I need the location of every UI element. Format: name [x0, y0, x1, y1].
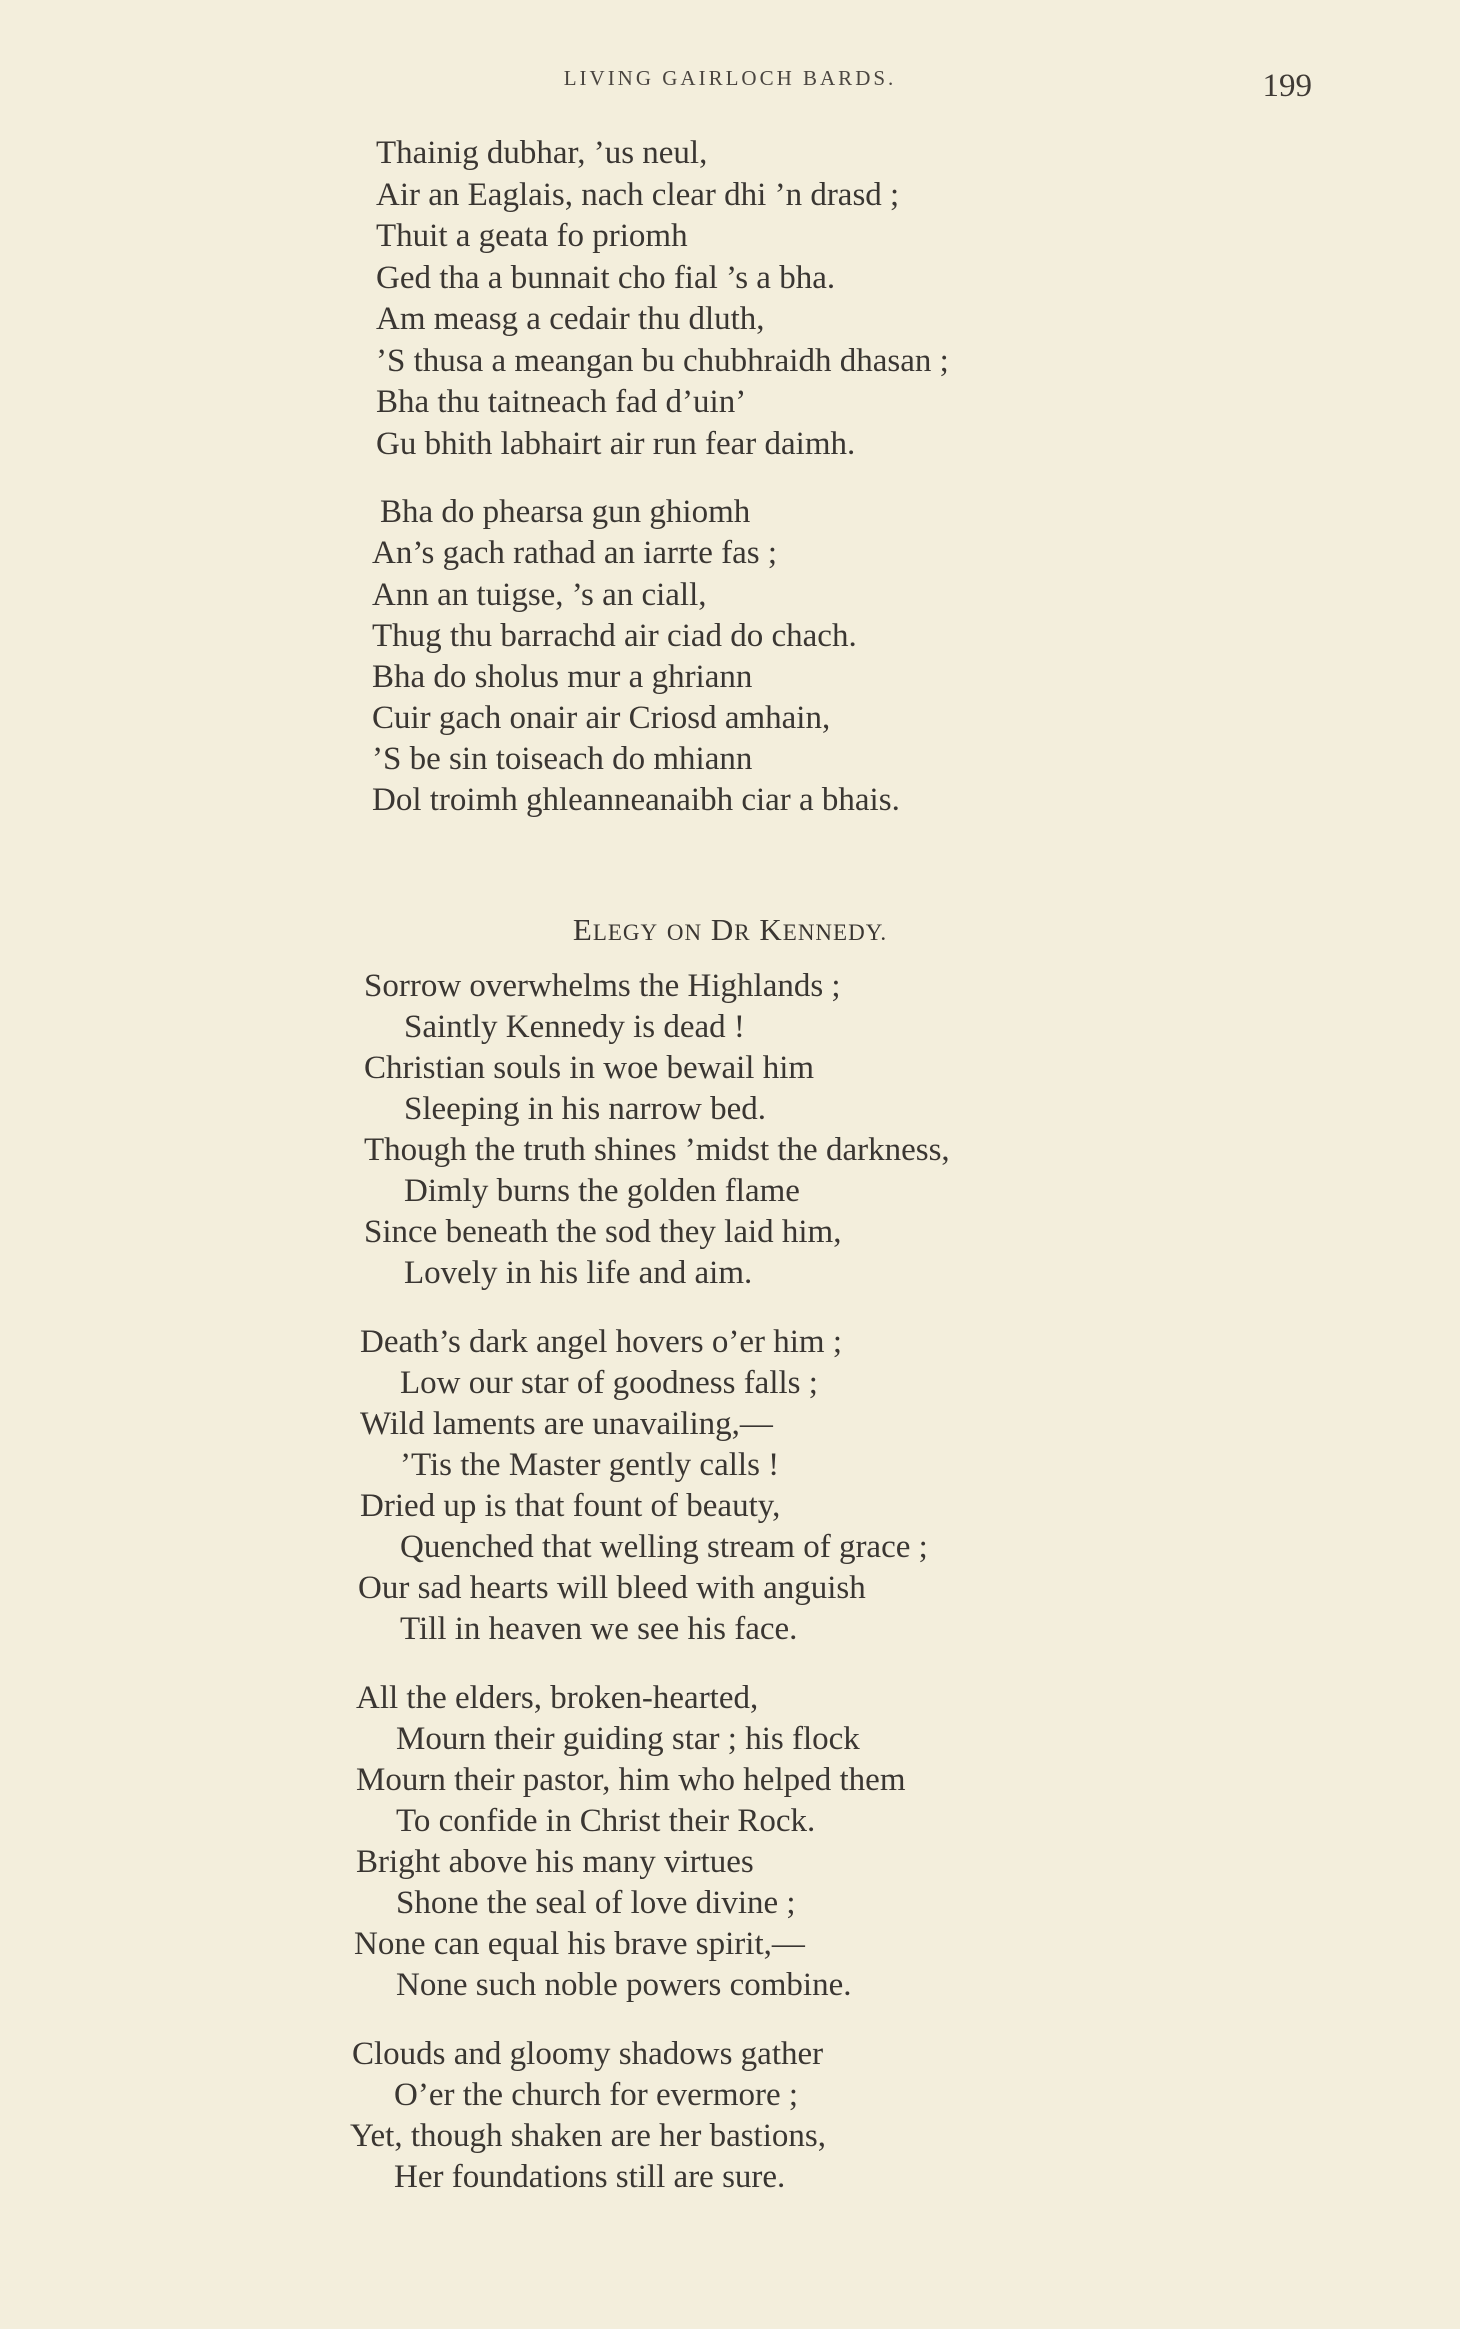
- verse-line: None can equal his brave spirit,—: [354, 1926, 805, 1962]
- verse-line: Yet, though shaken are her bastions,: [350, 2118, 826, 2154]
- verse-line: Lovely in his life and aim.: [404, 1255, 753, 1291]
- verse-line: Bha do sholus mur a ghriann: [372, 659, 753, 695]
- verse-line: Since beneath the sod they laid him,: [364, 1214, 842, 1250]
- verse-line: ’S be sin toiseach do mhiann: [372, 741, 753, 777]
- verse-line: Christian souls in woe bewail him: [364, 1050, 815, 1086]
- verse-line: None such noble powers combine.: [396, 1967, 852, 2003]
- verse-line: Bha thu taitneach fad d’uin’: [376, 384, 747, 420]
- verse-line: Sorrow overwhelms the Highlands ;: [364, 968, 841, 1004]
- verse-line: To confide in Christ their Rock.: [396, 1803, 816, 1839]
- verse-line: All the elders, broken-hearted,: [356, 1680, 759, 1716]
- verse-line: ’Tis the Master gently calls !: [400, 1447, 780, 1483]
- verse-line: Ann an tuigse, ’s an ciall,: [372, 577, 707, 613]
- verse-line: Cuir gach onair air Criosd amhain,: [372, 700, 831, 736]
- poem-title: ELEGY ON DR KENNEDY.: [572, 912, 888, 947]
- verse-line: Saintly Kennedy is dead !: [404, 1009, 745, 1045]
- verse-line: Bha do phearsa gun ghiomh: [380, 494, 751, 530]
- verse-line: Thug thu barrachd air ciad do chach.: [372, 618, 857, 654]
- verse-line: ’S thusa a meangan bu chubhraidh dhasan ;: [376, 343, 949, 379]
- verse-line: Bright above his many virtues: [356, 1844, 754, 1880]
- verse-line: Death’s dark angel hovers o’er him ;: [360, 1324, 843, 1360]
- verse-line: Mourn their pastor, him who helped them: [356, 1762, 906, 1798]
- verse-line: Quenched that welling stream of grace ;: [400, 1529, 928, 1565]
- verse-line: Till in heaven we see his face.: [400, 1611, 798, 1647]
- verse-line: Air an Eaglais, nach clear dhi ’n drasd ;: [376, 177, 900, 213]
- verse-line: Mourn their guiding star ; his flock: [396, 1721, 860, 1757]
- verse-line: Dol troimh ghleanneanaibh ciar a bhais.: [372, 782, 900, 818]
- verse-line: Shone the seal of love divine ;: [396, 1885, 796, 1921]
- verse-line: Low our star of goodness falls ;: [400, 1365, 818, 1401]
- verse-line: Dimly burns the golden flame: [404, 1173, 800, 1209]
- verse-line: Ged tha a bunnait cho fial ’s a bha.: [376, 260, 836, 296]
- verse-line: Thuit a geata fo priomh: [376, 218, 688, 254]
- verse-line: Dried up is that fount of beauty,: [360, 1488, 781, 1524]
- verse-line: Am measg a cedair thu dluth,: [376, 301, 765, 337]
- verse-line: Though the truth shines ’midst the darkness,: [364, 1132, 950, 1168]
- verse-line: Clouds and gloomy shadows gather: [352, 2036, 824, 2072]
- verse-line: Gu bhith labhairt air run fear daimh.: [376, 426, 856, 462]
- verse-line: Our sad hearts will bleed with anguish: [358, 1570, 866, 1606]
- verse-line: O’er the church for evermore ;: [394, 2077, 799, 2113]
- verse-line: Her foundations still are sure.: [394, 2159, 786, 2195]
- page-number: 199: [1262, 68, 1312, 104]
- verse-line: Thainig dubhar, ’us neul,: [376, 135, 708, 171]
- running-head: LIVING GAIRLOCH BARDS.: [563, 66, 897, 90]
- verse-line: An’s gach rathad an iarrte fas ;: [372, 535, 777, 571]
- verse-line: Wild laments are unavailing,—: [360, 1406, 773, 1442]
- verse-line: Sleeping in his narrow bed.: [404, 1091, 767, 1127]
